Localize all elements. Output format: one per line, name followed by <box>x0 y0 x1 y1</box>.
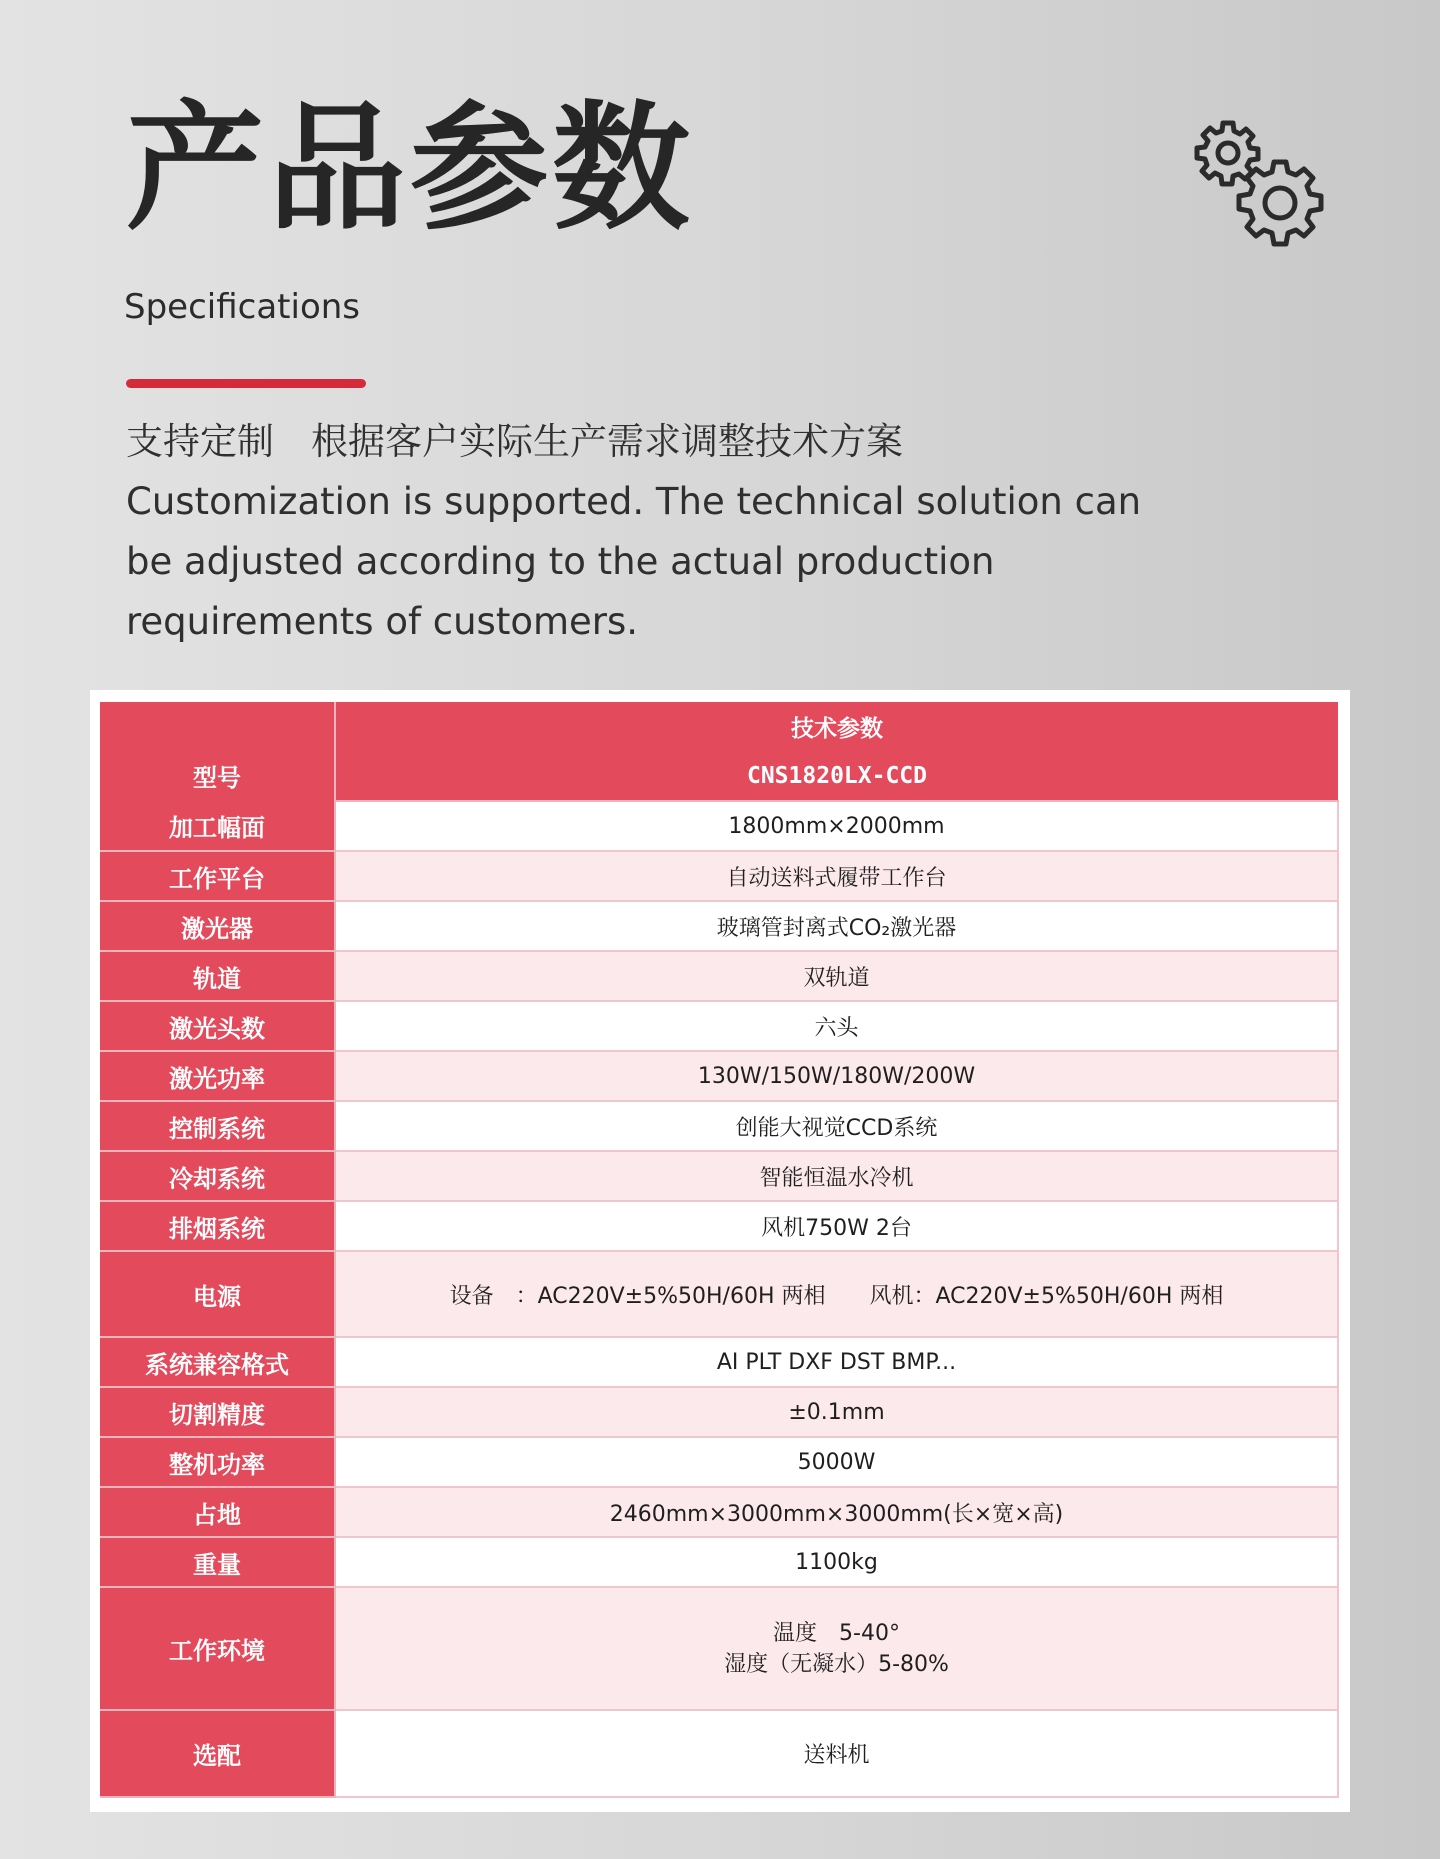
spec-table-card <box>90 690 1350 1812</box>
page-title: 产品参数 <box>126 88 695 249</box>
row-label: 系统兼容格式 <box>100 1337 335 1387</box>
row-label: 控制系统 <box>100 1101 335 1151</box>
spec-table <box>100 702 1339 1798</box>
row-value: 自动送料式履带工作台 <box>335 851 1338 901</box>
model-label: 型号 <box>100 702 335 801</box>
page-subtitle: Specifications <box>124 287 361 327</box>
row-value: 1800mm×2000mm <box>335 801 1338 851</box>
table-row <box>100 951 1338 1001</box>
table-row <box>100 851 1338 901</box>
row-value: 六头 <box>335 1001 1338 1051</box>
row-label: 电源 <box>100 1251 335 1337</box>
table-row <box>100 1337 1338 1387</box>
row-label: 工作环境 <box>100 1587 335 1710</box>
table-row <box>100 801 1338 851</box>
table-row <box>100 1051 1338 1101</box>
env-humidity: 湿度（无凝水）5-80% <box>724 1651 949 1677</box>
row-label: 轨道 <box>100 951 335 1001</box>
row-label: 激光功率 <box>100 1051 335 1101</box>
header-title: 技术参数 <box>335 702 1338 751</box>
row-value: 风机750W 2台 <box>335 1201 1338 1251</box>
row-value: 5000W <box>335 1437 1338 1487</box>
row-label: 切割精度 <box>100 1387 335 1437</box>
table-row <box>100 1710 1338 1797</box>
row-label: 激光器 <box>100 901 335 951</box>
row-label: 占地 <box>100 1487 335 1537</box>
row-label: 工作平台 <box>100 851 335 901</box>
row-label: 排烟系统 <box>100 1201 335 1251</box>
table-row <box>100 1251 1338 1337</box>
table-row <box>100 1587 1338 1710</box>
description-en-1: Customization is supported. The technical solution can <box>126 480 1142 523</box>
row-value <box>335 1251 1338 1337</box>
row-value: AI PLT DXF DST BMP... <box>335 1337 1338 1387</box>
table-row <box>100 1001 1338 1051</box>
env-temperature: 温度 5-40° <box>773 1620 900 1646</box>
table-row <box>100 1101 1338 1151</box>
description-en-2: be adjusted according to the actual production <box>126 540 995 583</box>
table-row <box>100 1201 1338 1251</box>
row-label: 整机功率 <box>100 1437 335 1487</box>
table-row <box>100 1537 1338 1587</box>
row-value: 创能大视觉CCD系统 <box>335 1101 1338 1151</box>
row-value: 130W/150W/180W/200W <box>335 1051 1338 1101</box>
row-value: 双轨道 <box>335 951 1338 1001</box>
row-label: 加工幅面 <box>100 801 335 851</box>
row-value: 1100kg <box>335 1537 1338 1587</box>
table-header-row <box>100 702 1338 751</box>
table-row <box>100 1437 1338 1487</box>
accent-divider <box>126 379 366 388</box>
table-row <box>100 1151 1338 1201</box>
gears-icon <box>1190 115 1330 250</box>
table-row <box>100 1387 1338 1437</box>
row-value: 2460mm×3000mm×3000mm(长×宽×高) <box>335 1487 1338 1537</box>
row-value: 智能恒温水冷机 <box>335 1151 1338 1201</box>
description-en-3: requirements of customers. <box>126 600 639 643</box>
table-row <box>100 901 1338 951</box>
description-cn: 支持定制 根据客户实际生产需求调整技术方案 <box>126 420 903 463</box>
row-label: 激光头数 <box>100 1001 335 1051</box>
table-row <box>100 1487 1338 1537</box>
row-value <box>335 1587 1338 1710</box>
row-value: 送料机 <box>335 1710 1338 1797</box>
row-label: 重量 <box>100 1537 335 1587</box>
row-value: 玻璃管封离式CO₂激光器 <box>335 901 1338 951</box>
model-value: CNS1820LX-CCD <box>335 751 1338 801</box>
row-label: 冷却系统 <box>100 1151 335 1201</box>
power-spec: 设备 ：AC220V±5%50H/60H 两相 风机：AC220V±5%50H/60H 两相 <box>449 1283 1224 1309</box>
description <box>126 412 1246 652</box>
row-label: 选配 <box>100 1710 335 1797</box>
row-value: ±0.1mm <box>335 1387 1338 1437</box>
